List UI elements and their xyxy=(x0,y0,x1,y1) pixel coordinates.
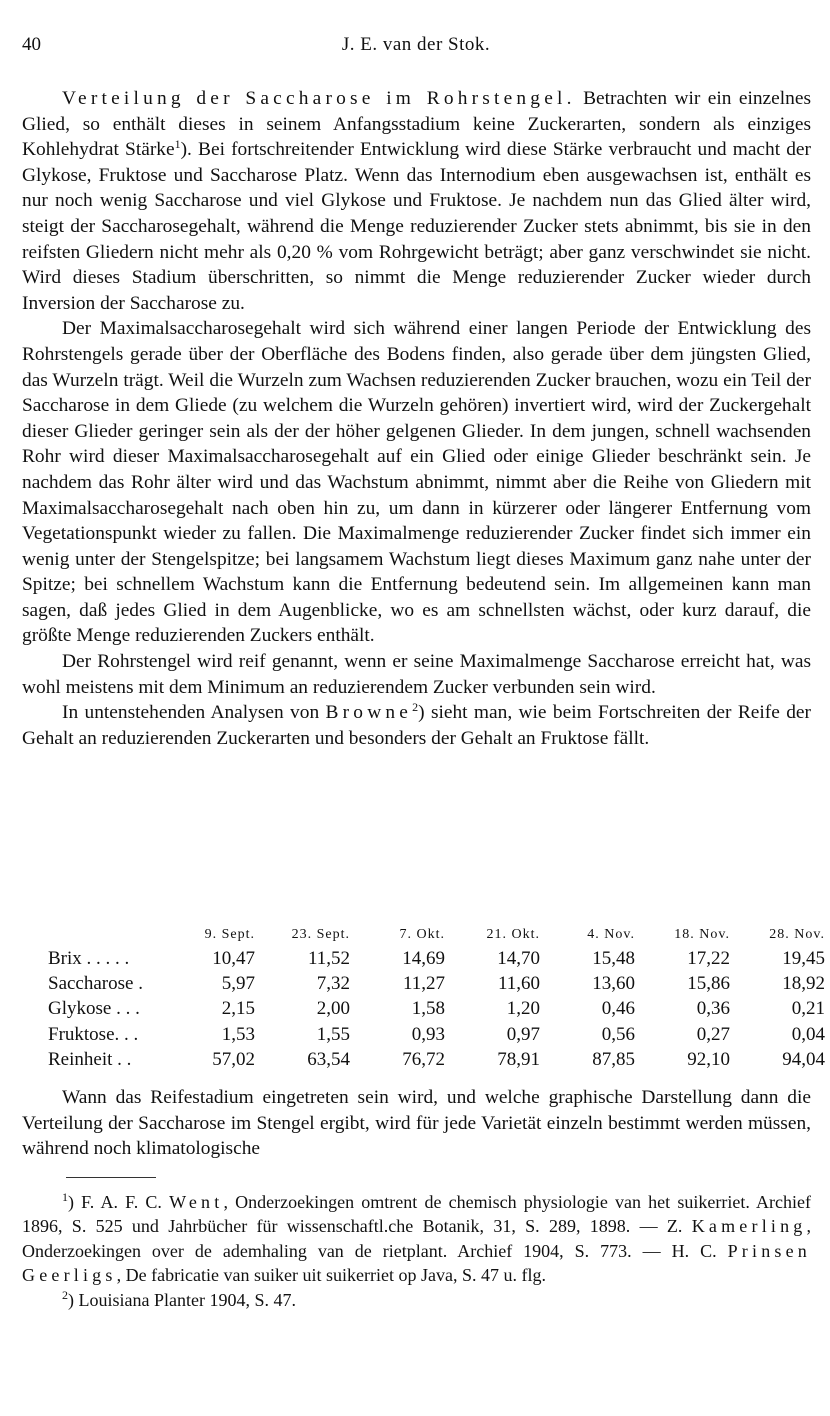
table-cell: 94,04 xyxy=(782,1049,825,1071)
row-label: Fruktose. . . xyxy=(48,1023,139,1045)
table-cell: 15,86 xyxy=(687,973,730,995)
table-cell: 10,47 xyxy=(212,947,255,969)
section-heading: Verteilung der Saccharose im Rohrstengel. xyxy=(62,88,576,109)
table-cell: 11,60 xyxy=(497,973,540,995)
footnote-divider xyxy=(66,1177,156,1178)
table-cell: 76,72 xyxy=(402,1049,445,1071)
closing-text xyxy=(22,1085,811,1162)
table-row xyxy=(48,997,825,1022)
table-cell: 0,27 xyxy=(696,1023,730,1045)
table-cell: 0,04 xyxy=(791,1023,825,1045)
column-header: 4. Nov. xyxy=(587,927,635,942)
table-header-row xyxy=(48,924,825,946)
table-cell: 14,70 xyxy=(497,947,540,969)
column-header: 9. Sept. xyxy=(204,927,255,942)
page-number: 40 xyxy=(22,34,41,55)
table-cell: 78,91 xyxy=(497,1049,540,1071)
table-cell: 1,58 xyxy=(411,998,445,1020)
table-row xyxy=(48,1022,825,1047)
table-cell: 87,85 xyxy=(592,1049,635,1071)
table-cell: 0,46 xyxy=(601,998,635,1020)
footnote-mark: 2 xyxy=(62,1287,68,1302)
paragraph: Der Maximalsaccharosegehalt wird sich während einer langen Periode der Entwicklung des Rohrstengels gerade über der Oberfläche des Bodens finden, also gerade über dem jüngsten Glied, das Wurzeln trägt. Weil die Wurzeln zum Wachsen reduzierenden Zucker brauchen, wozu ein Teil der Saccharose in dem Gliede (zu welchem die Wurzeln gehören) invertiert wird, wird der Zuckergehalt dieser Glieder geringer sein als der der höher gelgenen Glieder. In dem jungen, schnell wachsenden Rohr wird dieser Maximalsaccharosegehalt auf ein Glied oder einige Glieder beschränkt sein. Je nachdem das Rohr älter wird und das Wachstum abnimmt, nimmt aber die Reihe von Gliedern mit Maximalsaccharosegehalt nach oben hin zu, um dann in kürzerer oder längerer Entfernung vom Vegetationspunkt wieder zu fallen. Die Maximalmenge reduzierender Zucker findet sich immer ein wenig unter der Stengelspitze; bei langsamem Wachstum liegt dieses Maximum ganz nahe unter der Spitze; bei schnellem Wachstum kann die Entfernung bedeutend sein. Im allgemeinen kann man sagen, daß jedes Glied in dem Augenblicke, wo es am schnellsten wächst, oder kurz darauf, die größte Menge reduzierenden Zuckers enthält. xyxy=(22,318,811,647)
table-cell: 1,55 xyxy=(316,1023,350,1045)
author-name: Prinsen Geerligs xyxy=(22,1240,811,1286)
footnote: $^2$) Louisiana Planter 1904, S. 47. xyxy=(62,1287,296,1310)
table-cell: 11,52 xyxy=(307,947,350,969)
table-cell: 15,48 xyxy=(592,947,635,969)
footnote: $^1$) F. A. F. C. Went, Onderzoekingen omtrent de chemisch physiologie van het suikerriet. Archief 1896, S. 525 und Jahrbücher für wissenschaftl.che Botanik, 31, S. 289, 1898. — Z. Kamerling, Onderzoekingen over de ademhaling van de rietplant. Archief 1904, S. 773. — H. C. Prinsen Geerligs, De fabricatie van suiker uit suikerriet op Java, S. 47 u. flg. xyxy=(22,1190,811,1286)
running-title: J. E. van der Stok. xyxy=(341,34,491,55)
table-cell: 1,53 xyxy=(221,1023,255,1045)
paragraph: Der Rohrstengel wird reif genannt, wenn er seine Maximalmenge Saccharose erreicht hat, was wohl meistens mit dem Minimum an reduzierendem Zucker verbunden sein wird. xyxy=(22,651,811,698)
footnote-ref: 1 xyxy=(174,137,181,152)
footnotes xyxy=(22,1190,811,1312)
table-cell: 13,60 xyxy=(592,973,635,995)
table-cell: 92,10 xyxy=(687,1049,730,1071)
analysis-table xyxy=(48,924,825,1073)
row-label: Reinheit . . xyxy=(48,1049,132,1071)
paragraph: In untenstehenden Analysen von Browne$^2$) sieht man, wie beim Fortschreiten der Reife der Gehalt an reduzierenden Zuckerarten und besonders der Gehalt an Fruktose fällt. xyxy=(22,700,811,749)
author-name: Kamerling xyxy=(691,1216,807,1237)
author-name: Went xyxy=(169,1192,224,1212)
paragraph: Verteilung der Saccharose im Rohrstengel. Betrachten wir ein einzelnes Glied, so enthält dieses in seinem Anfangsstadium keine Zuckerarten, sondern als einziges Kohlehydrat Stärke$^1$). Bei fortschreitender Entwicklung wird diese Stärke verbraucht und macht der Glykose, Fruktose und Saccharose Platz. Wenn das Internodium eben ausgewachsen ist, enthält es nur noch wenig Saccharose und viel Glykose und Fruktose. Je nachdem nun das Glied älter wird, steigt der Saccharosegehalt, während die Menge reduzierender Zucker stets abnimmt, bis sie in den reifsten Gliedern nicht mehr als 0,20 % vom Rohrgewicht beträgt; aber ganz verschwindet sie nicht. Wird dieses Stadium überschritten, so nimmt die Menge reduzierender Zucker wieder durch Inversion der Saccharose zu. xyxy=(22,88,811,314)
column-header: 7. Okt. xyxy=(399,927,445,942)
table-cell: 63,54 xyxy=(307,1049,350,1071)
footnote-mark: 1 xyxy=(62,1190,68,1204)
table-cell: 0,56 xyxy=(601,1023,635,1045)
row-label: Glykose . . . xyxy=(48,998,140,1020)
paragraph: Wann das Reifestadium eingetreten sein wird, und welche graphische Darstellung dann die Verteilung der Saccharose im Stengel ergibt, wird für jede Varietät einzeln bestimmt werden müssen, während noch klimatologische xyxy=(22,1087,811,1160)
page-header xyxy=(22,34,810,58)
table-cell: 0,21 xyxy=(791,998,825,1020)
table-cell: 2,15 xyxy=(221,998,255,1020)
table-cell: 0,93 xyxy=(411,1023,445,1045)
table-cell: 0,97 xyxy=(506,1023,540,1045)
table-cell: 14,69 xyxy=(402,947,445,969)
row-label: Brix . . . . . xyxy=(48,947,130,969)
table-cell: 7,32 xyxy=(316,973,350,995)
table-cell: 5,97 xyxy=(221,973,255,995)
table-cell: 2,00 xyxy=(316,998,350,1020)
body-text xyxy=(22,86,811,751)
table-cell: 57,02 xyxy=(212,1049,255,1071)
row-label: Saccharose . xyxy=(48,973,143,995)
footnote-ref: 2 xyxy=(412,700,419,715)
table-cell: 17,22 xyxy=(687,947,730,969)
table-row xyxy=(48,971,825,996)
column-header: 23. Sept. xyxy=(291,927,350,942)
table-row xyxy=(48,946,825,971)
table-row xyxy=(48,1048,825,1073)
table-cell: 18,92 xyxy=(782,973,825,995)
table-cell: 0,36 xyxy=(696,998,730,1020)
column-header: 28. Nov. xyxy=(769,927,825,942)
column-header: 21. Okt. xyxy=(486,927,540,942)
table-cell: 11,27 xyxy=(402,973,445,995)
table-cell: 19,45 xyxy=(782,947,825,969)
author-name: Browne xyxy=(325,702,413,724)
column-header: 18. Nov. xyxy=(674,927,730,942)
table-cell: 1,20 xyxy=(506,998,540,1020)
